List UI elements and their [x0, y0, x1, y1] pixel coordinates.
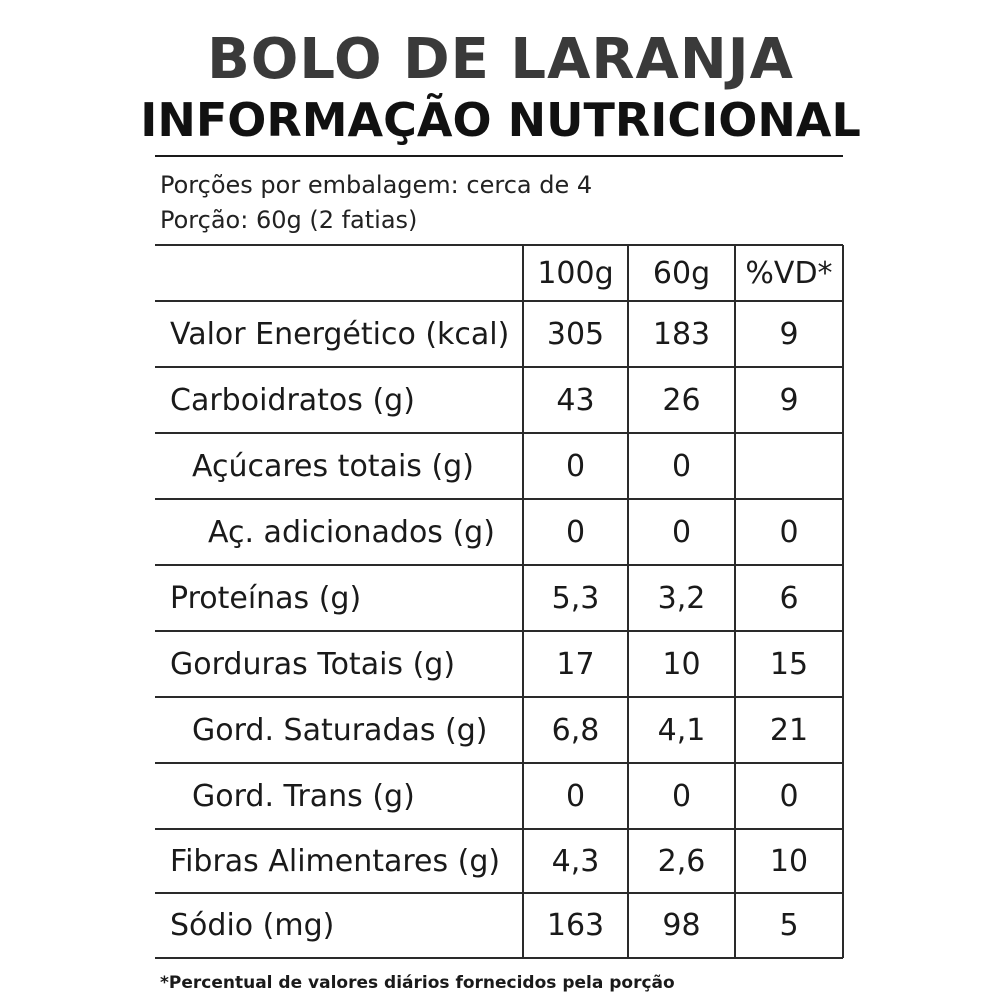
value-100g-cell: 43 — [556, 382, 595, 418]
value-60g-cell: 98 — [662, 908, 701, 943]
daily-value-cell: 15 — [769, 646, 809, 682]
value-60g-cell: 26 — [662, 382, 701, 418]
daily-value-footnote: *Percentual de valores diários fornecidos pela porção — [160, 973, 675, 993]
value-100g-cell: 0 — [565, 778, 586, 814]
value-60g-cell: 0 — [671, 514, 692, 550]
value-60g-cell: 0 — [671, 448, 692, 484]
nutrition-facts-title: INFORMAÇÃO NUTRICIONAL — [140, 93, 861, 147]
value-60g-cell: 3,2 — [657, 580, 706, 616]
value-100g-cell: 305 — [546, 316, 605, 352]
daily-value-cell — [735, 433, 843, 499]
product-title: BOLO DE LARANJA — [207, 27, 794, 92]
value-60g-cell: 10 — [662, 646, 701, 682]
column-header-daily-value: %VD* — [745, 255, 833, 291]
nutrient-label: Carboidratos (g) — [170, 382, 415, 418]
value-60g-cell: 2,6 — [657, 843, 706, 879]
nutrient-label: Gord. Trans (g) — [192, 778, 415, 814]
value-100g-cell: 0 — [565, 448, 586, 484]
column-header-100g: 100g — [537, 255, 614, 291]
daily-value-cell: 9 — [779, 382, 799, 418]
daily-value-cell: 9 — [779, 316, 799, 352]
value-100g-cell: 163 — [546, 908, 605, 943]
value-100g-cell: 6,8 — [551, 712, 600, 748]
servings-per-package: Porções por embalagem: cerca de 4 — [160, 171, 593, 199]
value-100g-cell: 5,3 — [551, 580, 600, 616]
value-60g-cell: 183 — [652, 316, 711, 352]
nutrient-label: Gorduras Totais (g) — [170, 646, 456, 682]
nutrient-label: Valor Energético (kcal) — [170, 316, 510, 352]
value-100g-cell: 0 — [565, 514, 586, 550]
daily-value-cell: 10 — [769, 843, 809, 879]
title-divider — [155, 155, 843, 157]
nutrient-label: Gord. Saturadas (g) — [192, 712, 488, 748]
column-header-60g: 60g — [652, 255, 711, 291]
value-100g-cell: 17 — [556, 646, 595, 682]
nutrient-label: Sódio (mg) — [170, 908, 335, 943]
daily-value-cell: 0 — [779, 514, 799, 550]
daily-value-cell: 21 — [769, 712, 809, 748]
daily-value-cell: 0 — [779, 778, 799, 814]
daily-value-cell: 6 — [779, 580, 799, 616]
value-60g-cell: 0 — [671, 778, 692, 814]
value-100g-cell: 4,3 — [551, 843, 600, 879]
portion-size: Porção: 60g (2 fatias) — [160, 206, 418, 234]
daily-value-cell: 5 — [779, 908, 799, 943]
nutrient-label: Açúcares totais (g) — [192, 448, 474, 484]
nutrient-label: Fibras Alimentares (g) — [170, 843, 501, 879]
nutrient-label: Proteínas (g) — [170, 580, 362, 616]
nutrient-label: Aç. adicionados (g) — [208, 514, 495, 550]
value-60g-cell: 4,1 — [657, 712, 706, 748]
